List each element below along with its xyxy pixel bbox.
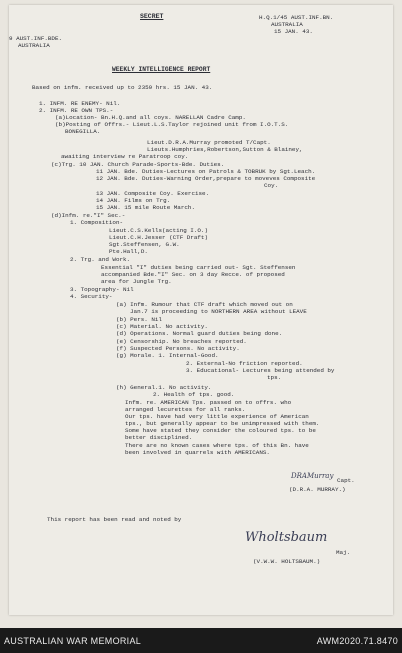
body-line: (g) Morale. 1. Internal-Good. (116, 352, 219, 359)
body-line: Pte.Hall,D. (109, 248, 148, 255)
body-line: 12 JAN. Bde. Duties-Warning Order,prepare to moveves Composite (96, 175, 316, 182)
body-line: 3. Educational- Lectures being attended by (186, 367, 335, 374)
document-page (9, 5, 393, 615)
body-line: (f) Suspected Persons. No activity. (116, 345, 240, 352)
body-line: Our tps. have had very little experience of American (125, 413, 309, 420)
body-line: Lieut.C.S.Kells(acting I.O.) (109, 227, 208, 234)
body-line: arranged lecurettes for all ranks. (125, 406, 246, 413)
body-line: Lieut.D.R.A.Murray promoted T/Capt. (147, 139, 271, 146)
footer-accession-number: AWM2020.71.8470 (316, 636, 398, 646)
report-date: 15 JAN. 43. (274, 28, 313, 35)
read-and-noted-line: This report has been read and noted by (47, 516, 182, 523)
body-line: 15 JAN. 15 mile Route March. (96, 204, 195, 211)
body-line: (e) Censorship. No breaches reported. (116, 338, 247, 345)
body-line: Lieut.C.H.Jesser (CTF Draft) (109, 234, 208, 241)
major-signature: Wholtsbaum (245, 530, 328, 545)
body-line: area for Jungle Trg. (101, 278, 172, 285)
body-line: tps., but generally appear to be unimpressed with them. (125, 420, 320, 427)
body-line: Coy. (264, 182, 279, 189)
captain-rank: Capt. (337, 477, 355, 484)
hq-reference: H.Q.1/45 AUST.INF.BN. (259, 14, 334, 21)
body-line: (b) Pers. Nil (116, 316, 162, 323)
brigade-country: AUSTRALIA (18, 42, 50, 49)
body-line: Lieuts.Humphries,Robertson,Sutton & Blainey, (147, 146, 303, 153)
body-line: Some have stated they consider the coloured tps. to be (125, 427, 316, 434)
body-line: (b)Posting of Offrs.- Lieut.L.S.Taylor rejoined unit from I.O.T.S. (55, 121, 289, 128)
body-line: (h) General.1. No activity. (116, 384, 212, 391)
major-rank: Maj. (336, 549, 351, 556)
section-own-troops: 2. INFM. RE OWN TPS.- (39, 107, 114, 114)
body-line: 13 JAN. Composite Coy. Exercise. (96, 190, 210, 197)
body-line: tps. (267, 374, 282, 381)
body-line: Jan.7 is proceeding to NORTHERN AREA without LEAVE (130, 308, 307, 315)
body-line: been involved in quarrels with AMERICANS. (125, 449, 270, 456)
body-line: (a) Infm. Rumour that CTF draft which moved out on (116, 301, 293, 308)
body-line: (c) Material. No activity. (116, 323, 208, 330)
hq-country: AUSTRALIA (271, 21, 303, 28)
body-line: awaiting interview re Paratroop coy. (61, 153, 189, 160)
captain-signature: DRAMurray (291, 472, 334, 480)
body-line: better disciplined. (125, 434, 193, 441)
footer-institution: AUSTRALIAN WAR MEMORIAL (4, 636, 142, 646)
captain-name: (D.R.A. MURRAY.) (289, 486, 346, 493)
body-line: Essential "I" duties being carried out- Sgt. Steffensen (101, 264, 296, 271)
body-line: (c)Trg. 10 JAN. Church Parade-Sports-Bde. Duties. (51, 161, 225, 168)
body-line: 2. Health of tps. good. (153, 391, 235, 398)
body-line: (a)Location- Bn.H.Q.and all coys. NARELLAN Cadre Camp. (55, 114, 246, 121)
body-line: Sgt.Steffensen, G.W. (109, 241, 180, 248)
classification-marking: SECRET (140, 13, 164, 20)
body-line: (d)Infm. re."I" Sec.- (51, 212, 126, 219)
section-enemy: 1. INFM. RE ENEMY- Nil. (39, 100, 121, 107)
major-name: (V.W.W. HOLTSBAUM.) (253, 558, 321, 565)
body-line: accompanied Bde."I" Sec. on 3 day Recce. of proposed (101, 271, 285, 278)
body-line: Infm. re. AMERICAN Tps. passed on to offrs. who (125, 399, 292, 406)
body-line: 14 JAN. Films on Trg. (96, 197, 171, 204)
report-title: WEEKLY INTELLIGENCE REPORT (112, 66, 211, 73)
body-line: There are no known cases where tps. of this Bn. have (125, 442, 309, 449)
brigade-name: 9 AUST.INF.BDE. (9, 35, 63, 42)
archive-footer (0, 628, 402, 653)
body-line: 1. Composition- (70, 219, 124, 226)
body-line: 2. External-No friction reported. (186, 360, 303, 367)
body-line: 4. Security- (70, 293, 113, 300)
body-line: 2. Trg. and Work. (70, 256, 131, 263)
body-line: BONEGILLA. (65, 128, 101, 135)
body-line: 11 JAN. Bde. Duties-Lectures on Patrols & TOBRUK by Sgt.Leach. (96, 168, 316, 175)
body-line: 3. Topography- Nil (70, 286, 134, 293)
body-line: (d) Operations. Normal guard duties being done. (116, 330, 283, 337)
based-on-line: Based on infm. received up to 2359 hrs. 15 JAN. 43. (32, 84, 213, 91)
